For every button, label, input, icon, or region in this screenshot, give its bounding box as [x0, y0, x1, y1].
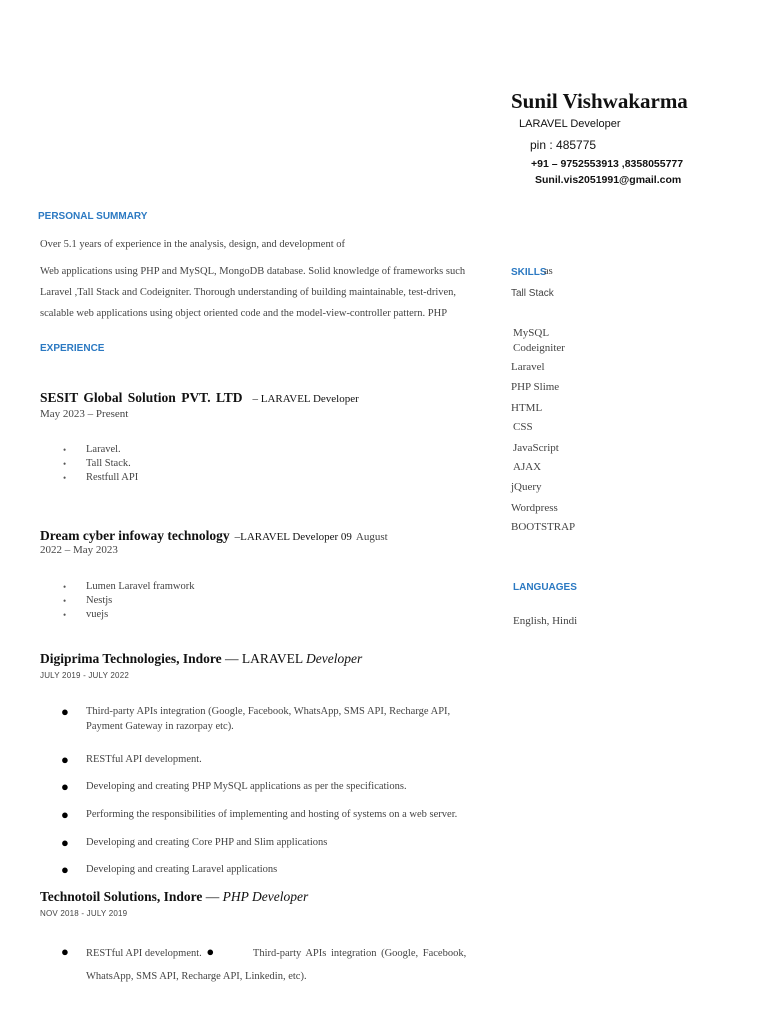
list-item-text [61, 940, 501, 965]
skill-item: HTML [511, 402, 543, 414]
bullet-dot: ● [206, 944, 215, 959]
list-item-text: Payment Gateway in razorpay etc). [86, 721, 234, 732]
skill-item: Codeigniter [513, 342, 565, 354]
list-item-text: Developing and creating PHP MySQL applications as per the specifications. [86, 781, 407, 792]
languages-value: English, Hindi [513, 615, 578, 627]
list-item: • Laravel. [63, 443, 138, 457]
skill-tall-stack: Tall Stack [511, 288, 554, 299]
job-dates: May 2023 – Present [40, 408, 129, 420]
bullet-dot: ● [61, 704, 69, 719]
job-dates: 2022 – May 2023 [40, 544, 118, 556]
job-dates-start: August [355, 531, 388, 543]
bullet-dot: ● [61, 835, 69, 850]
list-item-text: Performing the responsibilities of implementing and hosting of systems on a web server. [86, 809, 458, 820]
job-title-line [40, 527, 388, 545]
summary-line-2: Web applications using PHP and MySQL, MongoDB database. Solid knowledge of frameworks such [40, 266, 466, 277]
job-role-prefix: — [202, 889, 223, 904]
summary-line-4: scalable web applications using object oriented code and the model-view-controller pattern. PHP [40, 308, 448, 319]
bullet-dot: ● [61, 779, 69, 794]
list-item: • Restfull API [63, 471, 138, 485]
candidate-role: LARAVEL Developer [519, 118, 621, 130]
job-role: Developer [306, 651, 363, 666]
list-item-text: Third-party APIs integration (Google, Facebook, WhatsApp, SMS API, Recharge API, [86, 706, 451, 717]
languages-heading: LANGUAGES [513, 582, 577, 593]
company-name: Dream cyber infoway technology [40, 528, 230, 543]
skill-item: CSS [513, 421, 533, 433]
list-item [61, 862, 501, 877]
list-item: • Tall Stack. [63, 457, 138, 471]
company-name: SESIT Global Solution PVT. LTD [40, 390, 243, 405]
job-title-line [40, 889, 308, 905]
phone-numbers: +91 – 9752553913 ,8358055777 [531, 158, 684, 170]
skill-item: MySQL [513, 327, 550, 339]
job-bullet-list [63, 580, 194, 622]
job-bullet-list [63, 443, 138, 485]
list-item-text: Developing and creating Laravel applications [86, 864, 278, 875]
experience-heading: EXPERIENCE [40, 343, 105, 354]
job-title-line [40, 389, 359, 407]
summary-line-3: Laravel ,Tall Stack and Codeigniter. Thorough understanding of building maintainable, test-driven, [40, 287, 457, 298]
job-dates: NOV 2018 - JULY 2019 [40, 909, 128, 918]
job-title-line [40, 651, 362, 667]
list-item [61, 752, 501, 767]
personal-summary-heading: PERSONAL SUMMARY [38, 211, 148, 222]
list-item-text: RESTful API development. [86, 948, 202, 959]
list-item: • Lumen Laravel framwork [63, 580, 194, 594]
list-item: • Nestjs [63, 594, 194, 608]
candidate-name: Sunil Vishwakarma [511, 89, 688, 113]
job-role: PHP Developer [222, 889, 309, 904]
list-item [61, 807, 501, 822]
list-item-text: Third-party APIs integration (Google, Facebook, [252, 948, 467, 959]
job-dates: JULY 2019 - JULY 2022 [40, 671, 129, 680]
list-item-text: WhatsApp, SMS API, Recharge API, Linkedin, etc). [86, 971, 307, 982]
skill-item: Wordpress [511, 502, 558, 514]
skill-item: JavaScript [513, 442, 559, 454]
pin-code: pin : 485775 [530, 138, 597, 152]
bullet-dot: ● [61, 807, 69, 822]
summary-line-1: Over 5.1 years of experience in the analysis, design, and development of [40, 239, 345, 250]
company-name: Technotoil Solutions, Indore [40, 889, 203, 904]
skill-item: jQuery [511, 481, 542, 493]
list-item [61, 779, 501, 794]
email-address: Sunil.vis2051991@gmail.com [535, 174, 682, 186]
list-item: • vuejs [63, 608, 194, 622]
bullet-dot: ● [61, 752, 69, 767]
job-role-prefix: — LARAVEL [221, 651, 307, 666]
company-name: Digiprima Technologies, Indore [40, 651, 222, 666]
skill-item: PHP Slime [511, 381, 560, 393]
list-item [61, 835, 501, 850]
list-item-text: RESTful API development. [86, 754, 202, 765]
list-item-text: Developing and creating Core PHP and Slim applications [86, 837, 328, 848]
skill-item: Laravel [511, 361, 545, 373]
skill-item: AJAX [513, 461, 542, 473]
list-item [61, 940, 501, 988]
skills-heading: SKILLS [511, 267, 547, 278]
bullet-dot: ● [61, 944, 69, 959]
list-item [61, 704, 501, 734]
bullet-dot: ● [61, 862, 69, 877]
skill-item: BOOTSTRAP [511, 521, 576, 533]
job-role: –LARAVEL Developer 09 [234, 531, 352, 543]
summary-line-2-tail: as [544, 266, 553, 277]
job-role: – LARAVEL Developer [252, 393, 359, 405]
